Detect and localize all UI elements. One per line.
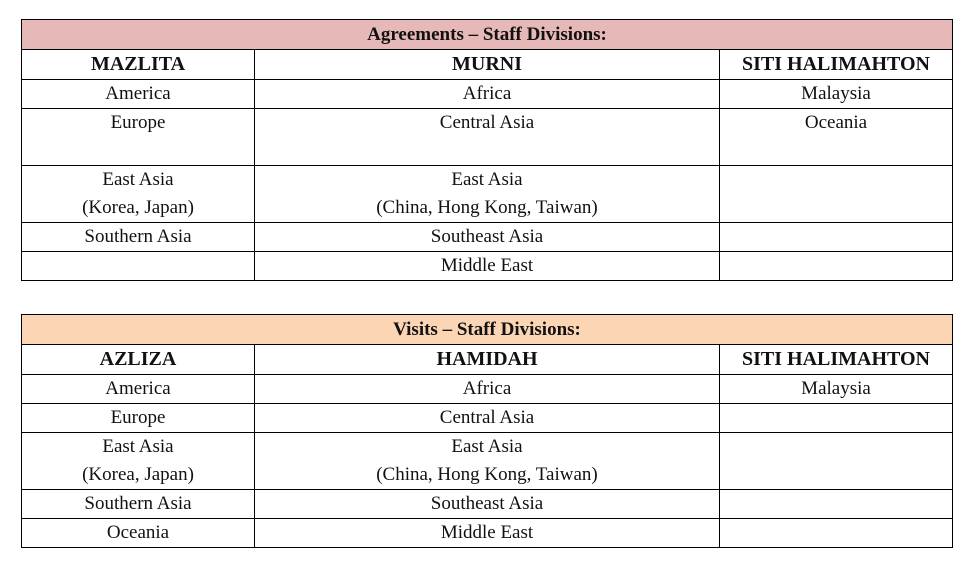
cell-text: East Asia xyxy=(102,169,174,190)
cell-text: Europe xyxy=(110,112,166,133)
cell-text: East Asia xyxy=(451,436,523,457)
cell-text: Southern Asia xyxy=(84,493,192,514)
cell-text: East Asia xyxy=(451,169,523,190)
table-cell xyxy=(22,109,255,166)
table-cell xyxy=(22,252,255,281)
table-cell xyxy=(255,166,720,223)
table-cell xyxy=(255,252,720,281)
table-cell xyxy=(720,375,953,404)
visits-header-col1: AZLIZA xyxy=(22,345,255,375)
cell-text: Europe xyxy=(110,407,166,428)
table-cell xyxy=(720,80,953,109)
table-cell xyxy=(22,433,255,490)
table-cell xyxy=(720,223,953,252)
agreements-title-row xyxy=(22,20,953,50)
cell-text: Southeast Asia xyxy=(430,493,544,514)
table-cell xyxy=(720,433,953,490)
table-row xyxy=(22,252,953,281)
cell-text: (Korea, Japan) xyxy=(82,197,194,218)
table-cell xyxy=(255,375,720,404)
cell-text: America xyxy=(105,378,171,399)
table-row xyxy=(22,80,953,109)
table-cell xyxy=(22,80,255,109)
cell-text: (China, Hong Kong, Taiwan) xyxy=(376,464,598,485)
table-cell xyxy=(22,375,255,404)
table-row xyxy=(22,375,953,404)
table-row xyxy=(22,519,953,548)
table-cell xyxy=(720,404,953,433)
cell-text: Middle East xyxy=(440,522,534,543)
table-cell xyxy=(22,166,255,223)
visits-title-row xyxy=(22,315,953,345)
table-cell xyxy=(720,490,953,519)
cell-text: East Asia xyxy=(102,436,174,457)
visits-table xyxy=(21,314,953,548)
table-cell xyxy=(255,223,720,252)
table-cell xyxy=(255,519,720,548)
cell-text: Southern Asia xyxy=(84,226,192,247)
cell-text: Malaysia xyxy=(801,83,871,104)
visits-title: Visits – Staff Divisions: xyxy=(22,315,953,345)
agreements-title: Agreements – Staff Divisions: xyxy=(22,20,953,50)
cell-text: Africa xyxy=(462,378,512,399)
table-row xyxy=(22,490,953,519)
agreements-table xyxy=(21,19,953,281)
cell-text: (Korea, Japan) xyxy=(82,464,194,485)
visits-header-row xyxy=(22,345,953,375)
cell-text: Southeast Asia xyxy=(430,226,544,247)
cell-text: Central Asia xyxy=(439,407,535,428)
table-cell xyxy=(22,223,255,252)
agreements-header-col1: MAZLITA xyxy=(22,50,255,80)
table-cell xyxy=(22,404,255,433)
cell-text: Oceania xyxy=(804,112,868,133)
cell-text: Africa xyxy=(462,83,512,104)
table-cell xyxy=(255,80,720,109)
cell-text: (China, Hong Kong, Taiwan) xyxy=(376,197,598,218)
table-cell xyxy=(255,433,720,490)
table-cell xyxy=(255,109,720,166)
table-cell xyxy=(720,109,953,166)
cell-text: Central Asia xyxy=(439,112,535,133)
cell-text: Middle East xyxy=(440,255,534,276)
table-row xyxy=(22,404,953,433)
agreements-header-col2: MURNI xyxy=(255,50,720,80)
table-row xyxy=(22,166,953,223)
agreements-header-col3: SITI HALIMAHTON xyxy=(720,50,953,80)
table-cell xyxy=(255,490,720,519)
table-cell xyxy=(22,519,255,548)
agreements-header-row xyxy=(22,50,953,80)
cell-text: Malaysia xyxy=(801,378,871,399)
table-cell xyxy=(255,404,720,433)
table-cell xyxy=(22,490,255,519)
visits-header-col2: HAMIDAH xyxy=(255,345,720,375)
table-cell xyxy=(720,166,953,223)
table-row xyxy=(22,223,953,252)
visits-header-col3: SITI HALIMAHTON xyxy=(720,345,953,375)
cell-text: Oceania xyxy=(106,522,170,543)
table-cell xyxy=(720,519,953,548)
table-row xyxy=(22,433,953,490)
cell-text: America xyxy=(105,83,171,104)
table-cell xyxy=(720,252,953,281)
table-row xyxy=(22,109,953,166)
